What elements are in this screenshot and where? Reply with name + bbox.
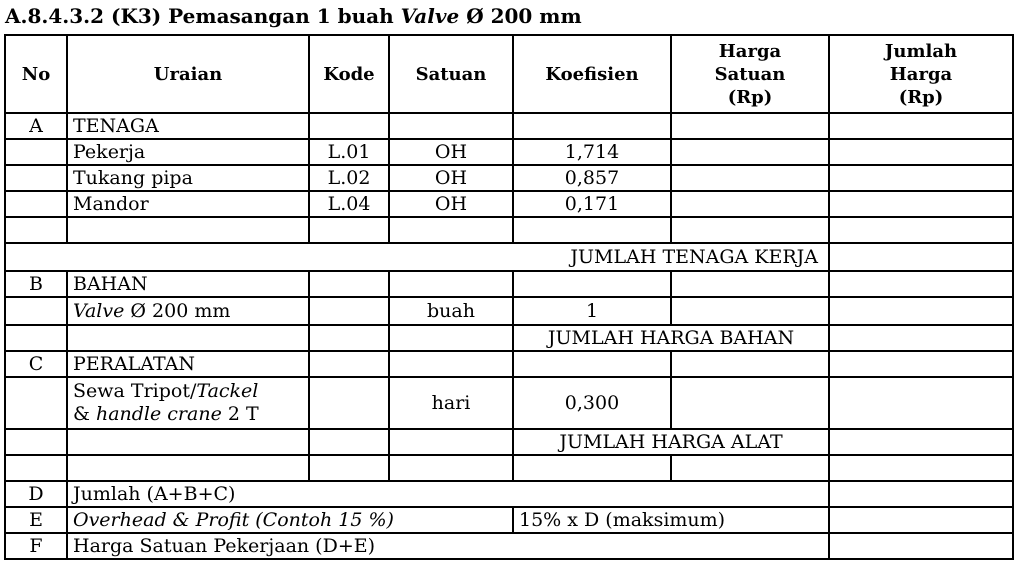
section-b-no: B — [5, 271, 67, 297]
summary-f-row: F Harga Satuan Pekerjaan (D+E) — [5, 533, 1013, 559]
title-italic: Valve — [400, 4, 460, 28]
summary-e-label: Overhead & Profit (Contoh 15 %) — [67, 507, 513, 533]
empty-row — [5, 217, 1013, 243]
section-b-item: Valve Ø 200 mm — [67, 297, 309, 325]
section-c-item: Sewa Tripot/Tackel & handle crane 2 T — [67, 377, 309, 429]
section-a-total-label: JUMLAH TENAGA KERJA — [5, 243, 829, 271]
section-c-total-row — [5, 429, 1013, 455]
section-c-header-row — [5, 351, 1013, 377]
section-b-label: BAHAN — [67, 271, 309, 297]
header-uraian: Uraian — [67, 35, 309, 113]
table-row: Valve Ø 200 mm buah 1 — [5, 297, 1013, 325]
section-b-total-label: JUMLAH HARGA BAHAN — [513, 325, 829, 351]
summary-e-value: 15% x D (maksimum) — [513, 507, 829, 533]
section-b-total-row — [5, 325, 1013, 351]
section-a-no: A — [5, 113, 67, 139]
header-no: No — [5, 35, 67, 113]
section-c-no: C — [5, 351, 67, 377]
section-a-header-row — [5, 113, 1013, 139]
table-row: Sewa Tripot/Tackel & handle crane 2 T hari 0,300 — [5, 377, 1013, 429]
header-satuan: Satuan — [389, 35, 513, 113]
empty-row — [5, 455, 1013, 481]
section-a-label: TENAGA — [67, 113, 309, 139]
header-jumlah-harga: Jumlah Harga (Rp) — [829, 35, 1013, 113]
header-harga-satuan: Harga Satuan (Rp) — [671, 35, 829, 113]
summary-e-row: E Overhead & Profit (Contoh 15 %) 15% x D (maksimum) — [5, 507, 1013, 533]
table-row: Mandor L.04 OH 0,171 — [5, 191, 1013, 217]
section-b-header-row — [5, 271, 1013, 297]
table-row: Tukang pipa L.02 OH 0,857 — [5, 165, 1013, 191]
title-suffix: Ø 200 mm — [466, 4, 582, 28]
title-prefix: A.8.4.3.2 (K3) Pemasangan 1 buah — [5, 4, 394, 28]
summary-f-label: Harga Satuan Pekerjaan (D+E) — [67, 533, 829, 559]
cost-analysis-table — [4, 34, 1014, 560]
section-c-label: PERALATAN — [67, 351, 309, 377]
page-title — [5, 2, 582, 30]
table-row: Pekerja L.01 OH 1,714 — [5, 139, 1013, 165]
section-c-total-label: JUMLAH HARGA ALAT — [513, 429, 829, 455]
header-row — [5, 35, 1013, 113]
header-koefisien: Koefisien — [513, 35, 671, 113]
summary-d-label: Jumlah (A+B+C) — [67, 481, 829, 507]
section-a-total-row — [5, 243, 1013, 271]
summary-d-row: D Jumlah (A+B+C) — [5, 481, 1013, 507]
header-kode: Kode — [309, 35, 389, 113]
